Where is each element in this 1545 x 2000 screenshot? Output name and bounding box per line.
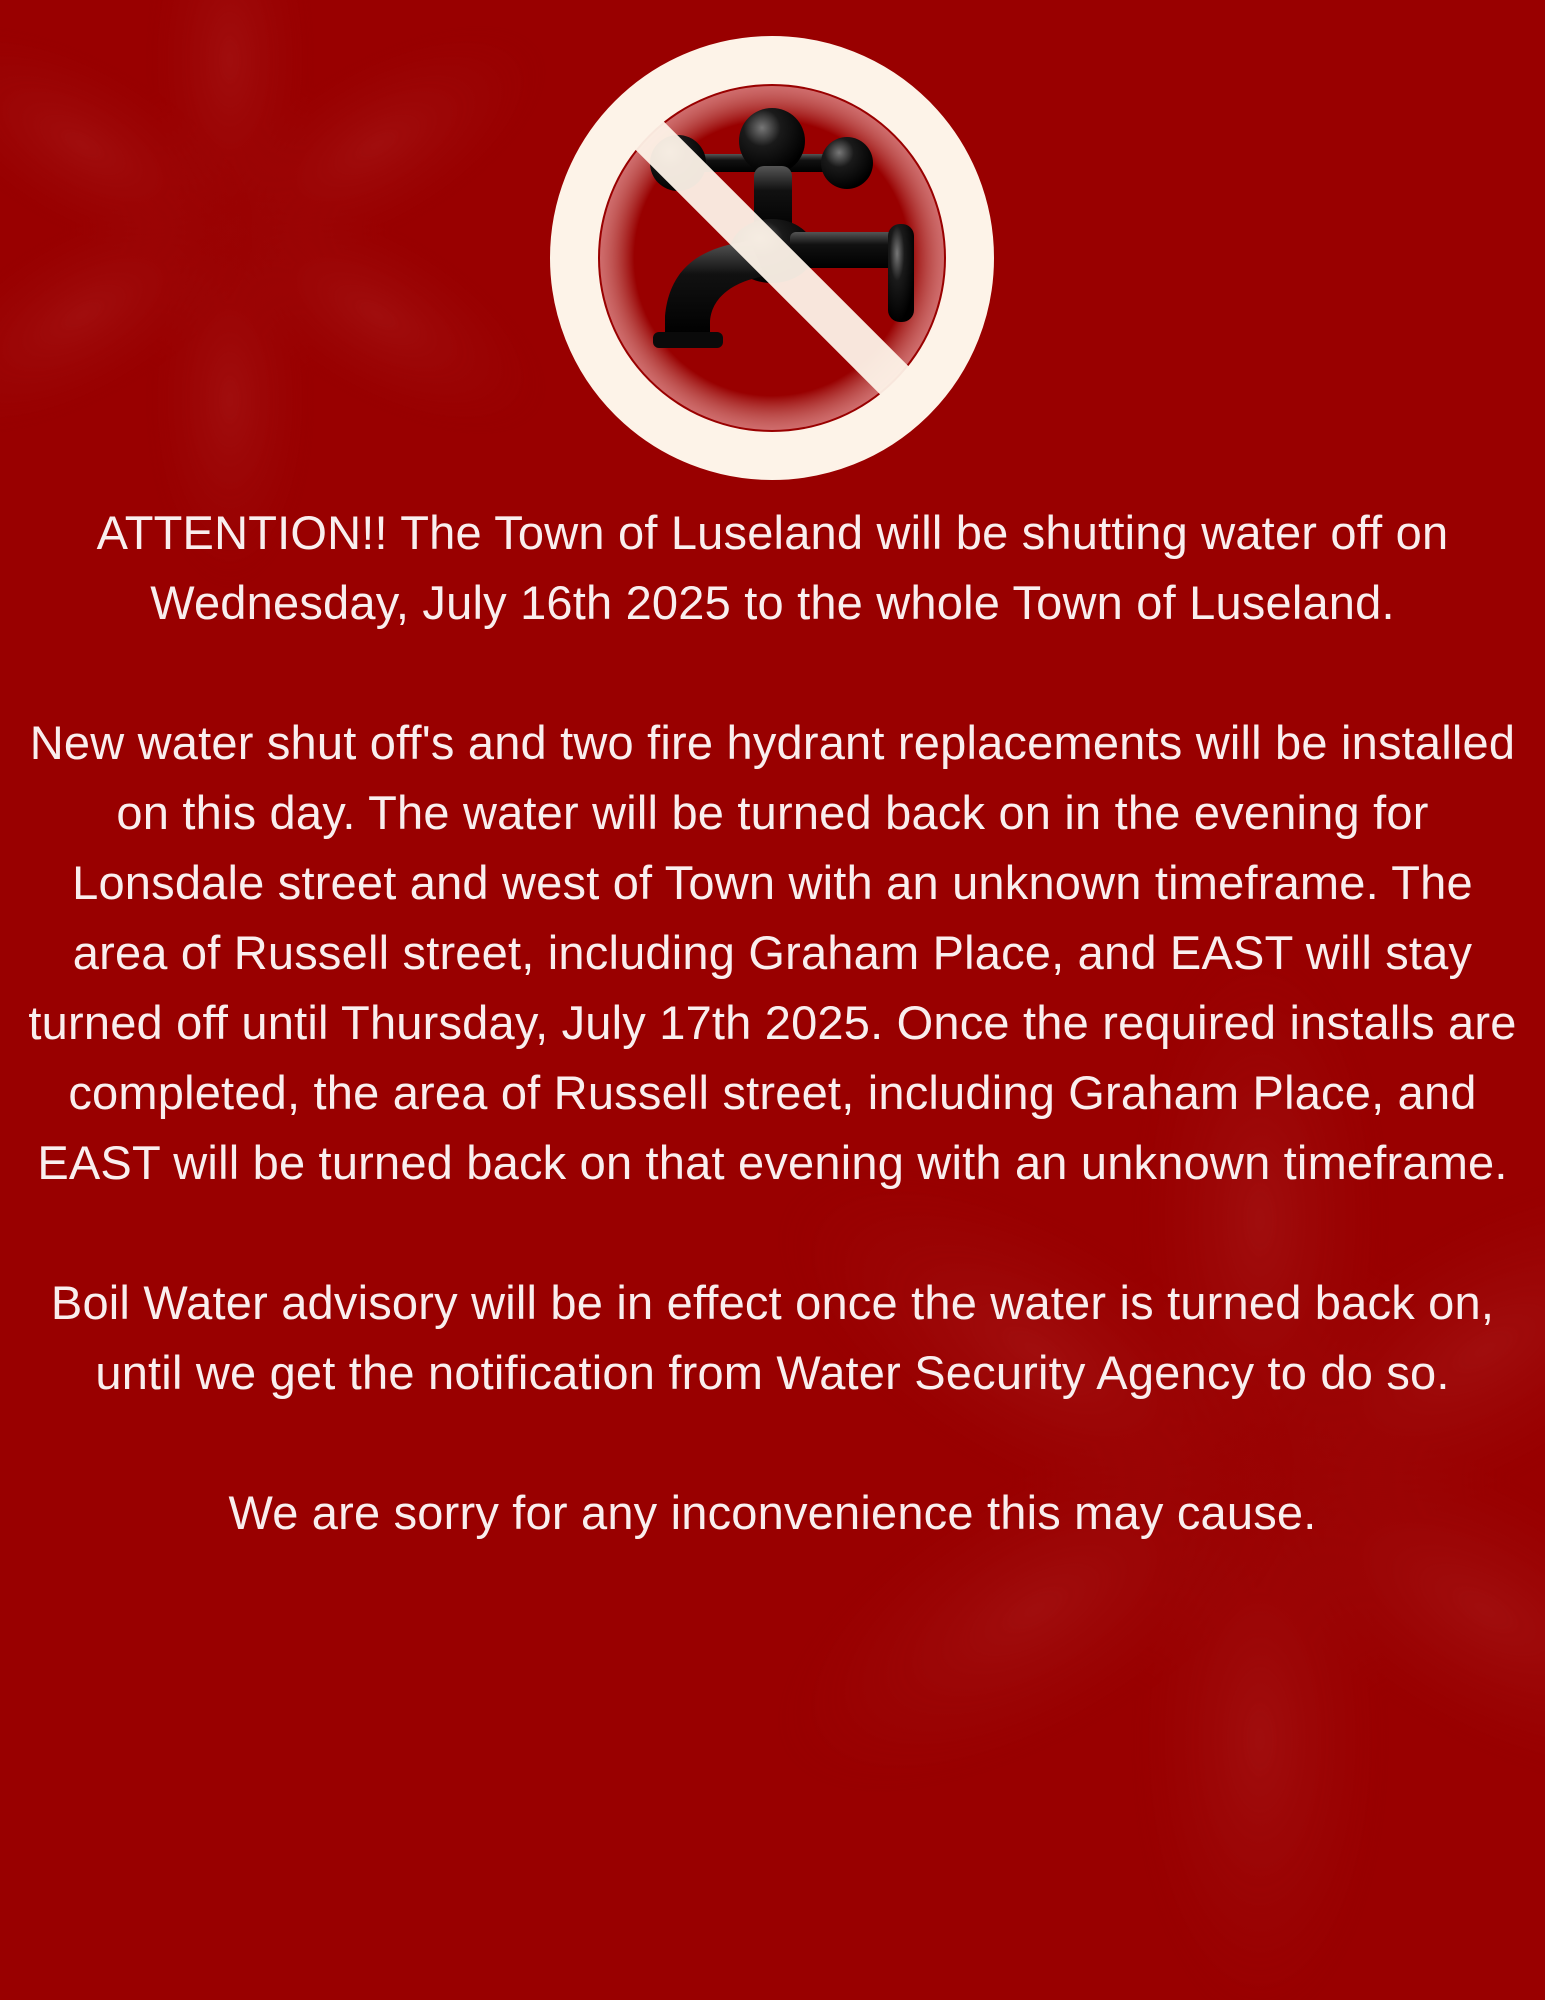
notice-paragraph-details: New water shut off's and two fire hydrant replacements will be installed on this day. The water will be turned back on in the evening for Lonsdale street and west of Town with an unknown timeframe. The area of Russell street, including Graham Place, and EAST will stay turned off until Thursday, July 17th 2025. Once the required installs are completed, the area of Russell street, including Graham Place, and EAST will be turned back on that evening with an unknown timeframe. (28, 716, 1517, 1189)
notice-paragraph-apology: We are sorry for any inconvenience this may cause. (228, 1486, 1317, 1539)
notice-paragraph-attention: ATTENTION!! The Town of Luseland will be shutting water off on Wednesday, July 16th 2025 to the whole Town of Luseland. (96, 506, 1449, 629)
notice-text (20, 498, 1525, 1548)
no-water-tap-icon (550, 36, 995, 481)
notice-paragraph-boil-advisory: Boil Water advisory will be in effect once the water is turned back on, until we get the notification from Water Security Agency to do so. (50, 1276, 1495, 1399)
